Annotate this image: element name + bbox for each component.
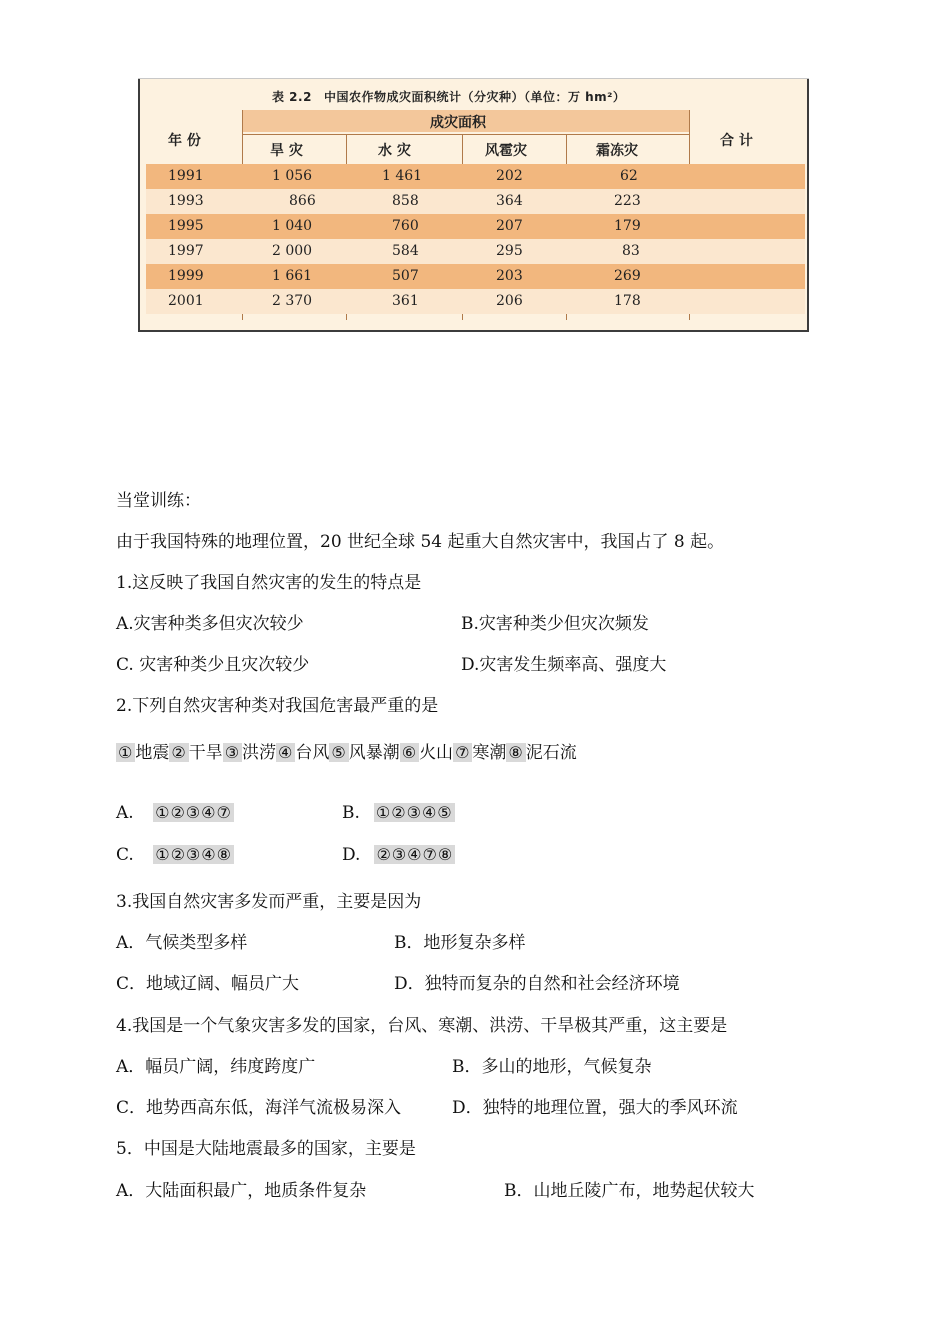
q2-option-a-label: A. (116, 803, 134, 823)
statistics-table (138, 78, 809, 332)
cell-year: 1995 (168, 218, 204, 234)
table-caption (272, 88, 625, 105)
q2-option-c-label: C. (116, 845, 134, 865)
disaster-label: 泥石流 (525, 743, 577, 763)
table-row (146, 264, 805, 289)
q4-option-b: B．多山的地形，气候复杂 (452, 1057, 652, 1077)
q1-option-c: C. 灾害种类少且灾次较少 (116, 655, 310, 675)
circled-number: ④ (278, 743, 294, 762)
q2-option-d-marks: ②③④⑦⑧ (376, 845, 454, 864)
cell-hail: 203 (496, 268, 523, 284)
q3-option-a: A．气候类型多样 (116, 933, 248, 953)
intro-text: 由于我国特殊的地理位置，20 世纪全球 54 起重大自然灾害中，我国占了 8 起。 (116, 532, 725, 552)
table-row (146, 189, 805, 214)
cell-year: 1991 (168, 168, 204, 184)
cell-flood: 584 (392, 243, 419, 259)
cell-hail: 364 (496, 193, 523, 209)
header-col-hail: 风雹灾 (485, 143, 527, 159)
header-col-flood: 水 灾 (378, 143, 411, 159)
circled-number: ② (171, 743, 187, 762)
q3-option-c: C．地域辽阔、幅员广大 (116, 974, 300, 994)
disaster-label: 台风 (295, 743, 330, 763)
q5-options (116, 1176, 755, 1201)
circled-number: ⑤ (331, 743, 347, 762)
table-row (146, 289, 805, 314)
cell-frost: 179 (614, 218, 641, 234)
cell-year: 1999 (168, 268, 204, 284)
cell-year: 1997 (168, 243, 204, 259)
disaster-label: 风暴潮 (348, 743, 400, 763)
circled-number: ⑦ (455, 743, 471, 762)
cell-drought: 1 661 (272, 268, 313, 284)
cell-drought: 1 040 (272, 218, 313, 234)
cell-year: 2001 (168, 293, 204, 309)
cell-flood: 858 (392, 193, 419, 209)
q2-option-b-marks: ①②③④⑤ (375, 803, 453, 822)
cell-flood: 361 (392, 293, 419, 309)
q4-option-d: D．独特的地理位置，强大的季风环流 (452, 1098, 738, 1118)
header-group: 成灾面积 (430, 115, 486, 131)
cell-frost: 269 (614, 268, 641, 284)
q3-stem: 3.我国自然灾害多发而严重，主要是因为 (116, 892, 422, 912)
section-title: 当堂训练： (116, 491, 201, 511)
circled-number: ① (118, 743, 134, 762)
q2-option-a-marks: ①②③④⑦ (155, 803, 232, 822)
q3-options (116, 928, 526, 953)
q2-options (116, 803, 453, 823)
circled-number: ⑥ (401, 743, 418, 762)
q1-stem: 1.这反映了我国自然灾害的发生的特点是 (116, 573, 422, 593)
q3-option-b: B．地形复杂多样 (394, 933, 526, 953)
table-number: 表 2.2 (272, 90, 312, 104)
q3-option-d: D．独特而复杂的自然和社会经济环境 (394, 974, 680, 994)
q4-stem: 4.我国是一个气象灾害多发的国家，台风、寒潮、洪涝、干旱极其严重，这主要是 (116, 1016, 728, 1036)
disaster-label: 干旱 (188, 743, 223, 763)
table-title: 中国农作物成灾面积统计（分灾种）（单位：万 hm²） (323, 90, 626, 104)
cell-frost: 178 (614, 293, 641, 309)
header-total: 合 计 (720, 133, 753, 149)
cell-hail: 207 (496, 218, 523, 234)
disaster-label: 火山 (419, 743, 454, 763)
disaster-label: 地震 (135, 743, 170, 763)
cell-frost: 223 (614, 193, 641, 209)
cell-flood: 1 461 (382, 168, 423, 184)
q1-option-a: A.灾害种类多但灾次较少 (116, 614, 304, 634)
cell-hail: 202 (496, 168, 523, 184)
q4-options (116, 1052, 652, 1077)
q4-option-a: A．幅员广阔，纬度跨度广 (116, 1057, 316, 1077)
cell-drought: 2 370 (272, 293, 313, 309)
q2-stem: 2.下列自然灾害种类对我国危害最严重的是 (116, 696, 439, 716)
cell-drought: 866 (289, 193, 316, 209)
cell-hail: 206 (496, 293, 523, 309)
q2-options-row2 (116, 845, 454, 865)
disaster-label: 寒潮 (472, 743, 507, 763)
header-col-frost: 霜冻灾 (596, 143, 638, 159)
cell-hail: 295 (496, 243, 523, 259)
cell-flood: 507 (392, 268, 419, 284)
circled-number: ⑧ (508, 743, 524, 762)
q5-stem: 5．中国是大陆地震最多的国家，主要是 (116, 1139, 416, 1159)
q1-option-b: B.灾害种类少但灾次频发 (461, 614, 649, 634)
q2-option-c-marks: ①②③④⑧ (155, 845, 232, 864)
table-row (146, 214, 805, 239)
cell-flood: 760 (392, 218, 419, 234)
q2-items (116, 738, 577, 763)
cell-drought: 1 056 (272, 168, 313, 184)
cell-year: 1993 (168, 193, 204, 209)
q5-option-a: A．大陆面积最广，地质条件复杂 (116, 1181, 367, 1201)
q4-option-c: C．地势西高东低，海洋气流极易深入 (116, 1098, 402, 1118)
q2-option-d-label: D. (342, 845, 361, 865)
circled-number: ③ (224, 743, 241, 762)
cell-drought: 2 000 (272, 243, 313, 259)
q1-options (116, 609, 649, 634)
table-row (146, 239, 805, 264)
q1-options-row2 (116, 650, 667, 675)
q3-options-row2 (116, 969, 680, 994)
cell-frost: 83 (622, 243, 640, 259)
header-col-drought: 旱 灾 (270, 143, 303, 159)
q1-option-d: D.灾害发生频率高、强度大 (461, 655, 667, 675)
q2-option-b-label: B. (342, 803, 360, 823)
cell-frost: 62 (620, 168, 638, 184)
disaster-label: 洪涝 (242, 743, 277, 763)
table-row (146, 164, 805, 189)
header-year: 年 份 (168, 133, 201, 149)
q5-option-b: B．山地丘陵广布，地势起伏较大 (504, 1181, 755, 1201)
q4-options-row2 (116, 1093, 738, 1118)
